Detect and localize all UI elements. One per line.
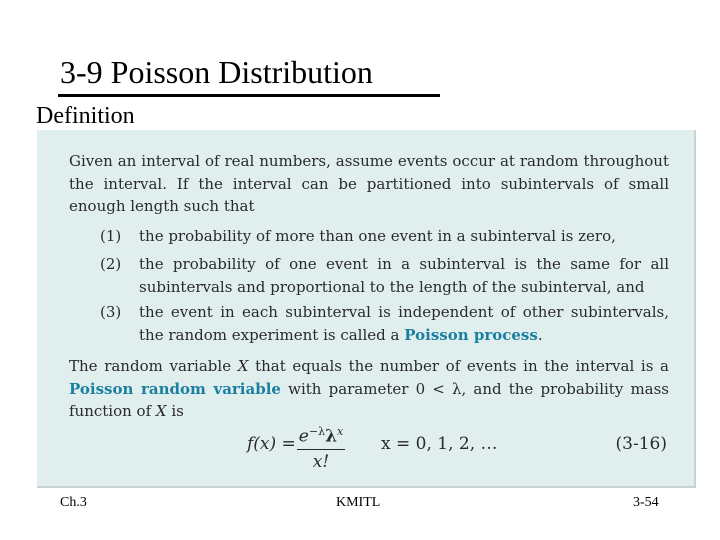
rv-var-x: X [237,357,249,375]
condition-number: (2) [100,255,122,273]
condition-text: the probability of more than one event in a subinterval is zero, [139,227,616,245]
condition-number: (1) [100,227,122,245]
formula-domain: x = 0, 1, 2, … [381,434,498,454]
footer-institution: KMITL [336,495,381,510]
rv-text-1: The random variable [69,357,238,375]
footer-chapter: Ch.3 [60,495,87,510]
definition-intro: Given an interval of real numbers, assume events occur at random throughout the interval. If the interval can be partitioned into subintervals of small enough length such that [69,152,669,215]
condition-end: . [537,325,543,344]
equation-number: (3-16) [615,434,667,454]
formula-lhs: f(x) = [247,434,296,454]
condition-number: (3) [100,303,122,321]
formula-numerator: $e^{-\lambda}\lambda^x$ [297,420,345,450]
footer-page-number: 3-54 [633,495,659,510]
poisson-process-term: Poisson process [404,325,538,344]
condition-text-body: the event in each subinterval is independent of other subintervals, the random experiment is called a [139,303,669,344]
formula-denominator: x! [312,451,330,472]
definition-box [37,130,696,488]
title-underline [58,94,440,97]
rv-text-2: that equals the number of events in the interval is a [248,357,669,375]
formula-fraction [297,420,345,474]
slide-subtitle: Definition [36,103,135,129]
condition-text: the probability of one event in a subinterval is the same for all subintervals and proportional to the length of the subinterval, and [139,255,669,296]
condition-text [139,301,669,346]
rv-var-x2: X [155,402,167,420]
random-variable-paragraph [69,355,669,423]
poisson-rv-term: Poisson random variable [69,379,281,398]
rv-text-3: with parameter 0 < λ, and the probability mass function of [69,379,670,420]
pmf-formula [247,420,667,476]
rv-text-4: is [166,402,184,420]
slide-title: 3-9 Poisson Distribution [60,54,373,90]
